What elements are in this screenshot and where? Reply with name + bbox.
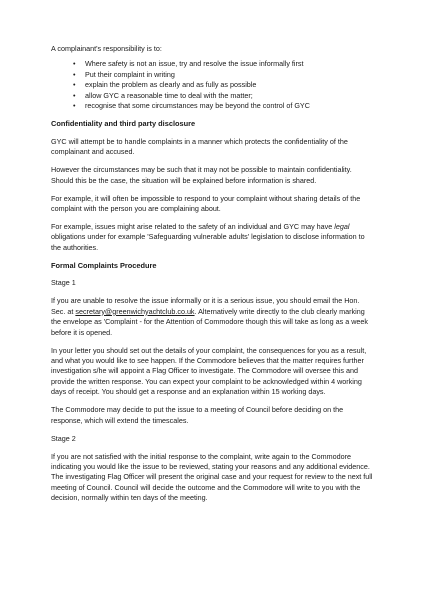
stage-1-label: Stage 1 bbox=[51, 278, 76, 288]
legal-emphasis: legal bbox=[334, 222, 350, 232]
list-item: • allow GYC a reasonable time to deal with the matter; bbox=[73, 90, 253, 100]
confidentiality-paragraph-4: For example, issues might arise related to the safety of an individual and GYC may have legal obligations under for example 'Safeguarding vulnerable adults' legislation to disclose information to the authorities. bbox=[51, 222, 365, 252]
bullet-icon: • bbox=[73, 90, 76, 100]
list-item: • Where safety is not an issue, try and resolve the issue informally first bbox=[73, 59, 304, 69]
bullet-icon: • bbox=[73, 101, 76, 111]
stage-1-paragraph-2: In your letter you should set out the details of your complaint, the consequences for you as a result, and what you would like to see happen. If the Commodore believes that the matter requires further investigation s/he will appoint a Flag Officer to investigate. The Commodore will oversee this and provide the written response. You can expect your complaint to be acknowledged within 4 working days of receipt. You should get a response and an explanation within 15 working days. bbox=[51, 345, 367, 397]
bullet-icon: • bbox=[73, 69, 76, 79]
secretary-email-link[interactable]: secretary@greenwichyachtclub.co.uk bbox=[75, 306, 195, 316]
bullet-icon: • bbox=[73, 59, 76, 69]
responsibility-list bbox=[51, 59, 374, 111]
stage-2-label: Stage 2 bbox=[51, 433, 76, 443]
stage-1-paragraph-1: If you are unable to resolve the issue informally or it is a serious issue, you should email the Hon. Sec. at secretary@greenwichyachtclub.co.uk. Alternatively write directly to the club clearly marking the envelope as 'Complaint - for the Attention of Commodore though this will take as long as a week before it is opened. bbox=[51, 296, 369, 337]
confidentiality-heading: Confidentiality and third party disclosure bbox=[51, 119, 196, 129]
confidentiality-paragraph-3: For example, it will often be impossible to respond to your complaint without sharing details of the complaint with the person you are complaining about. bbox=[51, 193, 361, 214]
confidentiality-paragraph-2: However the circumstances may be such that it may not be possible to maintain confidentiality. Should this be the case, the situation will be explained before information is shared. bbox=[51, 165, 352, 185]
list-item: • recognise that some circumstances may be beyond the control of GYC bbox=[73, 101, 310, 111]
list-item: • Put their complaint in writing bbox=[73, 69, 175, 79]
bullet-icon: • bbox=[73, 80, 76, 90]
stage-1-paragraph-3: The Commodore may decide to put the issue to a meeting of Council before deciding on the response, which will extend the timescales. bbox=[51, 405, 344, 425]
stage-2-paragraph-1: If you are not satisfied with the initial response to the complaint, write again to the Commodore indicating you would like the issue to be reviewed, stating your reasons and any additional evidence. The investigating Flag Officer will present the original case and your request for review to the next full meeting of Council. Council will decide the outcome and the Commodore will write to you with the decision, normally within ten days of the meeting. bbox=[51, 451, 373, 503]
confidentiality-paragraph-1: GYC will attempt be to handle complaints in a manner which protects the confidentiality of the complainant and accused. bbox=[51, 136, 348, 157]
responsibility-intro: A complainant's responsibility is to: bbox=[51, 44, 162, 53]
formal-procedure-heading: Formal Complaints Procedure bbox=[51, 260, 157, 270]
list-item: • explain the problem as clearly and as fully as possible bbox=[73, 80, 257, 90]
